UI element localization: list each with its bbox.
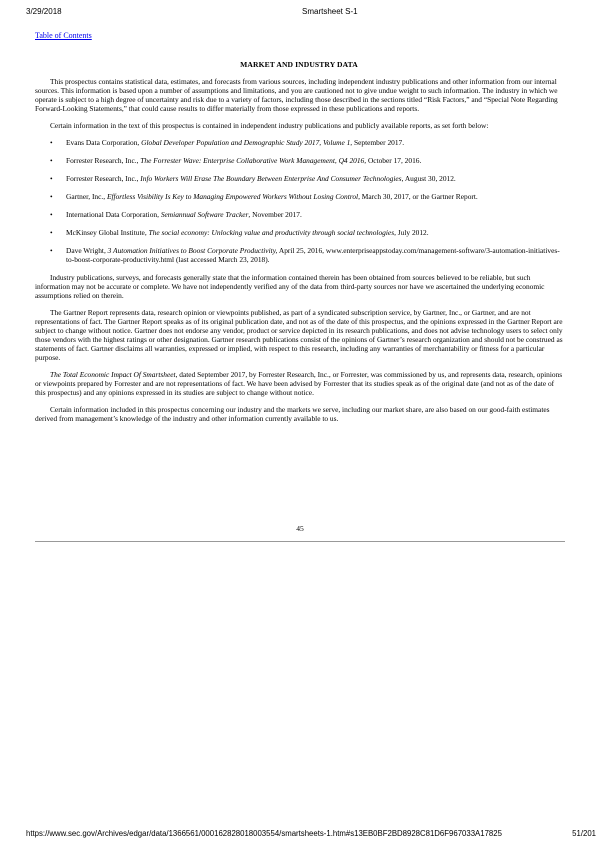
list-item: • McKinsey Global Institute, The social economy: Unlocking value and productivity through social technologies, July 2012. xyxy=(50,228,429,237)
print-date: 3/29/2018 xyxy=(26,7,62,16)
bullet-icon: • xyxy=(50,192,53,201)
list-item: • Forrester Research, Inc., Info Workers Will Erase The Boundary Between Enterprise And Consumer Technologies, August 30, 2012. xyxy=(50,174,456,183)
paragraph-estimates: Certain information included in this prospectus concerning our industry and the markets we serve, including our market share, are also based on our good-faith estimates derived from management’s knowledge of the industry and other information currently available to us. xyxy=(35,405,550,423)
page-content xyxy=(35,60,563,431)
page-divider xyxy=(35,541,565,542)
list-item: • Forrester Research, Inc., The Forrester Wave: Enterprise Collaborative Work Management, Q4 2016, October 17, 2016. xyxy=(50,156,422,165)
bullet-icon: • xyxy=(50,138,53,147)
bullet-icon: • xyxy=(50,246,53,255)
section-title: MARKET AND INDUSTRY DATA xyxy=(240,60,358,69)
paragraph-sources-intro: Certain information in the text of this prospectus is contained in independent industry publications and publicly available reports, as set forth below: xyxy=(50,121,489,130)
document-title: Smartsheet S-1 xyxy=(302,7,358,16)
bullet-icon: • xyxy=(50,156,53,165)
paragraph-forrester: The Total Economic Impact Of Smartsheet, dated September 2017, by Forrester Research, Inc., or Forrester, was commissioned by us, and represents data, research, opinions or viewpoints prepared by Forrester and are not representations of fact. We have been advised by Forrester that its studies speak as of the original date (and not as of the date of this prospectus) and any opinions expressed in its studies are subject to change without notice. xyxy=(35,370,563,397)
source-url: https://www.sec.gov/Archives/edgar/data/1366561/000162828018003554/smartsheets-1.htm#s13EB0BF2BD8928C81D6F967033A17825 xyxy=(26,829,502,838)
paragraph-gartner: The Gartner Report represents data, research opinion or viewpoints published, as part of a syndicated subscription service, by Gartner, Inc., or Gartner, and are not representations of fact. The Gartner Report speaks as of its original publication date, and not as of the date of this prospectus, and the opinions expressed in the Gartner Report are subject to change without notice. Gartner does not endorse any vendor, product or service depicted in its research publications, and does not advise technology users to select only those vendors with the highest ratings or other designation. Gartner research publications consist of the opinions of Gartner’s research organization and should not be construed as statements of fact. Gartner disclaims all warranties, expressed or implied, with respect to this research, including any warranties of merchantability or fitness for a particular purpose. xyxy=(35,308,563,362)
list-item: • Gartner, Inc., Effortless Visibility Is Key to Managing Empowered Workers Without Losing Control, March 30, 2017, or the Gartner Report. xyxy=(50,192,478,201)
paragraph-reliability: Industry publications, surveys, and forecasts generally state that the information contained therein has been obtained from sources believed to be reliable, but such information may not be accurate or complete. We have not independently verified any of the data from third-party sources nor have we ascertained the underlying economic assumptions relied on therein. xyxy=(35,273,545,300)
bullet-icon: • xyxy=(50,210,53,219)
list-item: • International Data Corporation, Semiannual Software Tracker, November 2017. xyxy=(50,210,302,219)
page-number: 45 xyxy=(296,524,304,533)
paragraph-intro: This prospectus contains statistical data, estimates, and forecasts from various sources, including independent industry publications and other information from our internal sources. This information is based upon a number of assumptions and limitations, and you are cautioned not to give undue weight to such information. The industry in which we operate is subject to a high degree of uncertainty and risk due to a variety of factors, including those described in the sections titled “Risk Factors,” and “Special Note Regarding Forward-Looking Statements,” that could cause results to differ materially from those expressed in these publications and reports. xyxy=(35,77,558,113)
list-item: • Evans Data Corporation, Global Developer Population and Demographic Study 2017, Volume 1, September 2017. xyxy=(50,138,405,147)
bullet-icon: • xyxy=(50,174,53,183)
bullet-icon: • xyxy=(50,228,53,237)
page-counter: 51/201 xyxy=(572,829,596,838)
table-of-contents-link[interactable]: Table of Contents xyxy=(35,31,92,40)
sources-list xyxy=(35,138,563,264)
list-item: • Dave Wright, 3 Automation Initiatives to Boost Corporate Productivity, April 25, 2016, www.enterpriseappstoday.com/management-software/3-automation-initiatives-to-boost-corporate-productivity.html (last accessed March 23, 2018). xyxy=(50,246,560,264)
